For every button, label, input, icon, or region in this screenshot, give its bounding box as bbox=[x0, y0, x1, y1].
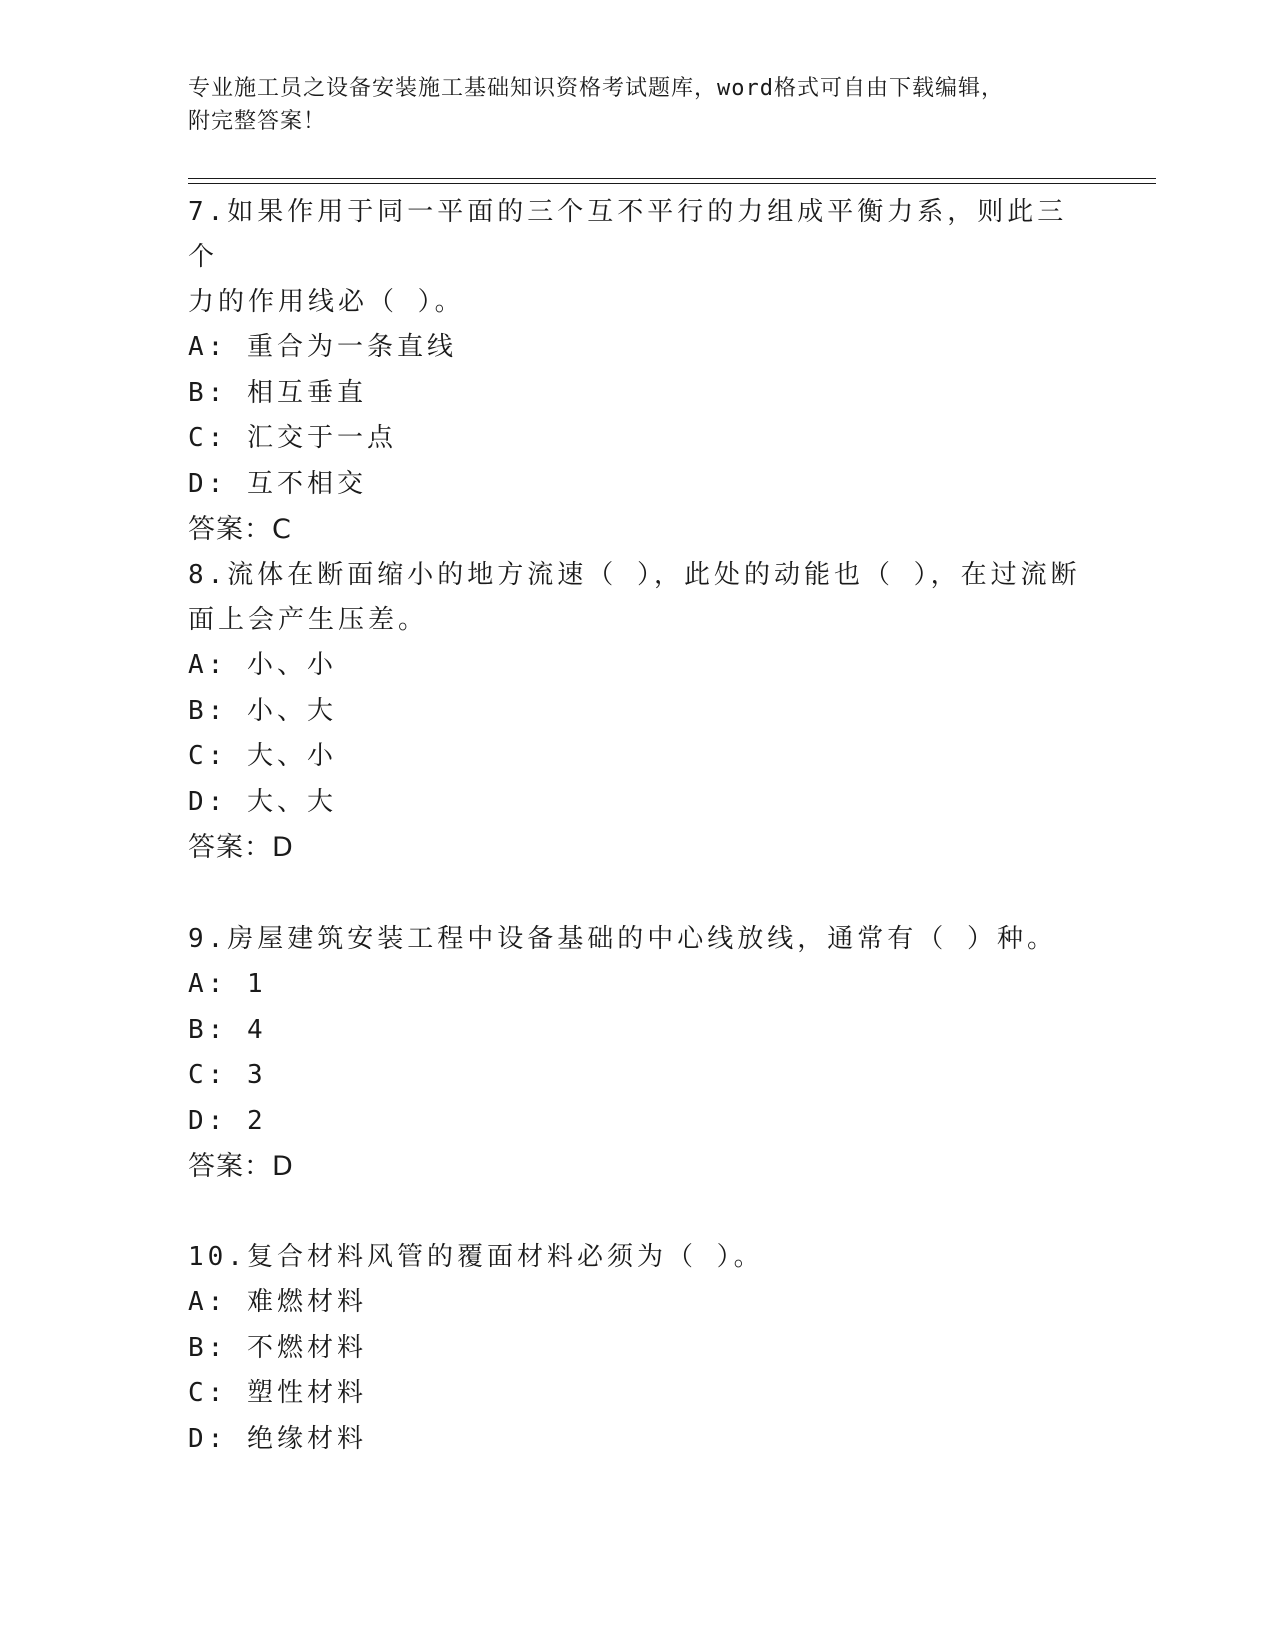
question-8 bbox=[188, 553, 1088, 870]
option-label: D bbox=[188, 786, 208, 817]
option-text: 3 bbox=[246, 1060, 267, 1090]
question-10 bbox=[188, 1235, 1088, 1462]
question-stem-line: 面上会产生压差。 bbox=[188, 605, 429, 635]
option-label: C bbox=[188, 741, 208, 771]
option-label: D bbox=[188, 468, 208, 499]
option-label: A bbox=[188, 332, 208, 362]
option-a: A: 难燃材料 bbox=[188, 1287, 367, 1317]
option-a: A: 1 bbox=[188, 969, 267, 999]
option-d: D: 大、大 bbox=[188, 786, 337, 817]
option-label: C bbox=[188, 1378, 208, 1408]
header-line-1: 专业施工员之设备安装施工基础知识资格考试题库，word格式可自由下载编辑， bbox=[188, 76, 1004, 101]
option-d: D: 绝缘材料 bbox=[188, 1423, 367, 1454]
header-rule-top bbox=[188, 178, 1156, 179]
option-text: 汇交于一点 bbox=[246, 423, 397, 453]
option-label: B bbox=[188, 1332, 208, 1363]
option-text: 小、小 bbox=[246, 650, 337, 680]
option-c: C: 塑性材料 bbox=[188, 1378, 367, 1408]
option-label: B bbox=[188, 377, 208, 408]
option-label: B bbox=[188, 1014, 208, 1045]
option-label: A bbox=[188, 969, 208, 999]
option-text: 互不相交 bbox=[246, 468, 367, 499]
option-b: B: 相互垂直 bbox=[188, 377, 367, 408]
option-label: B bbox=[188, 695, 208, 726]
option-text: 2 bbox=[246, 1105, 267, 1136]
header-rule-bottom bbox=[188, 183, 1156, 184]
question-stem-line: 力的作用线必（ ）。 bbox=[188, 287, 465, 317]
option-text: 难燃材料 bbox=[246, 1287, 367, 1317]
option-text: 4 bbox=[246, 1014, 267, 1045]
option-c: C: 汇交于一点 bbox=[188, 423, 397, 453]
option-label: C bbox=[188, 1060, 208, 1090]
option-label: D bbox=[188, 1105, 208, 1136]
option-label: C bbox=[188, 423, 208, 453]
option-a: A: 小、小 bbox=[188, 650, 337, 680]
question-7 bbox=[188, 190, 1088, 552]
question-9 bbox=[188, 917, 1088, 1189]
option-text: 不燃材料 bbox=[246, 1332, 367, 1363]
option-label: A bbox=[188, 1287, 208, 1317]
option-text: 1 bbox=[246, 969, 267, 999]
option-a: A: 重合为一条直线 bbox=[188, 332, 457, 362]
option-d: D: 互不相交 bbox=[188, 468, 367, 499]
option-text: 大、小 bbox=[246, 741, 337, 771]
option-c: C: 大、小 bbox=[188, 741, 337, 771]
option-b: B: 不燃材料 bbox=[188, 1332, 367, 1363]
option-b: B: 4 bbox=[188, 1014, 267, 1045]
question-stem-line: 8.流体在断面缩小的地方流速（ ），此处的动能也（ ），在过流断 bbox=[188, 560, 1081, 590]
option-text: 小、大 bbox=[246, 695, 337, 726]
answer-line: 答案：D bbox=[188, 832, 294, 863]
option-text: 重合为一条直线 bbox=[246, 332, 457, 362]
option-text: 相互垂直 bbox=[246, 377, 367, 408]
option-c: C: 3 bbox=[188, 1060, 267, 1090]
answer-line: 答案：D bbox=[188, 1151, 294, 1182]
option-text: 塑性材料 bbox=[246, 1378, 367, 1408]
document-header bbox=[188, 72, 1088, 138]
option-d: D: 2 bbox=[188, 1105, 267, 1136]
header-line-2: 附完整答案！ bbox=[188, 109, 327, 134]
option-label: A bbox=[188, 650, 208, 680]
question-stem-line: 9.房屋建筑安装工程中设备基础的中心线放线，通常有（ ）种。 bbox=[188, 924, 1057, 954]
option-text: 大、大 bbox=[246, 786, 337, 817]
option-text: 绝缘材料 bbox=[246, 1423, 367, 1454]
option-label: D bbox=[188, 1423, 208, 1454]
answer-line: 答案：C bbox=[188, 514, 292, 545]
option-b: B: 小、大 bbox=[188, 695, 337, 726]
question-stem-line: 10.复合材料风管的覆面材料必须为（ ）。 bbox=[188, 1242, 764, 1272]
question-stem-line: 7.如果作用于同一平面的三个互不平行的力组成平衡力系，则此三个 bbox=[188, 197, 1068, 272]
